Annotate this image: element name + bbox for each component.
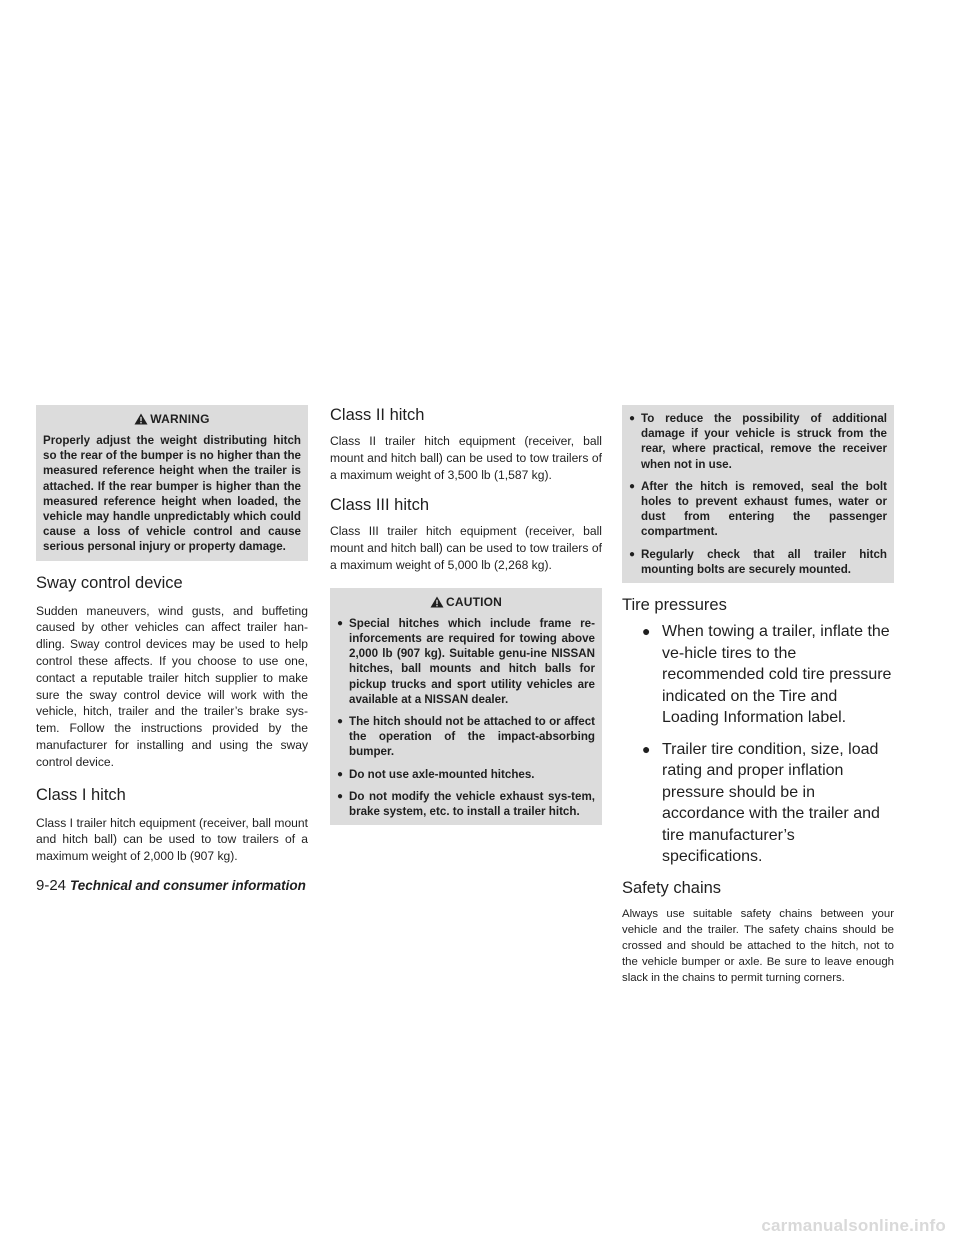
chains-heading: Safety chains [622, 878, 722, 897]
caution-item: ● The hitch should not be attached to or affect the operation of the impact-absorbing bumper. [337, 715, 595, 759]
caution-header [337, 595, 595, 609]
bullet: ● [642, 623, 651, 640]
class2-heading: Class II hitch [330, 406, 425, 424]
chains-text: Always use suitable safety chains between your vehicle and the trailer. The safety chains should be crossed and should be attached to the hitch, not to the vehicle bumper or axle. Be sure to leave enough slack in the chains to permit turning corners. [622, 907, 894, 985]
bullet: ● [629, 480, 636, 492]
bullet: ● [642, 740, 651, 757]
caution-item: ● Do not use axle-mounted hitches. [337, 767, 535, 781]
list-item: ● Trailer tire condition, size, load rating and proper inflation pressure should be in accordance with the trailer and tire manufacturer’s specifications. [642, 740, 880, 866]
bullet: ● [337, 768, 344, 780]
caution-box [330, 588, 602, 825]
column-2 [330, 405, 602, 825]
sway-text: Sudden maneuvers, wind gusts, and buffeting caused by other vehicles can affect trailer han-dling. Sway control devices may be used to help control these affects. If you choose to use one, contact a reputable trailer hitch supplier to make sure the sway control device will work with the vehicle, hitch, trailer and the trailer’s brake sys-tem. Follow the instructions provided by the manufacturer for installing and using the sway control device. [36, 603, 308, 769]
bullet: ● [337, 790, 344, 802]
page-footer [36, 877, 306, 894]
class3-text: Class III trailer hitch equipment (receiver, ball mount and hitch ball) can be used to tow trailers of a maximum weight of 5,000 lb (2,268 kg). [330, 524, 602, 572]
bullet: ● [337, 716, 344, 727]
warning-box [36, 405, 308, 561]
warning-title: WARNING [150, 412, 210, 426]
column-1 [36, 405, 308, 865]
caution-item: ● After the hitch is removed, seal the bolt holes to prevent exhaust fumes, water or dust from entering the passenger compartment. [629, 479, 887, 539]
caution-continued-box [622, 405, 894, 583]
class1-text: Class I trailer hitch equipment (receiver, ball mount and hitch ball) can be used to tow trailers of a maximum weight of 2,000 lb (907 kg). [36, 815, 308, 864]
tire-list [642, 621, 894, 868]
section-title: Technical and consumer information [70, 878, 306, 893]
class2-text: Class II trailer hitch equipment (receiver, ball mount and hitch ball) can be used to tow trailers of a maximum weight of 3,500 lb (1,587 kg). [330, 434, 602, 482]
sway-heading: Sway control device [36, 573, 183, 592]
bullet: ● [629, 413, 636, 424]
caution-item: ● Do not modify the vehicle exhaust sys-tem, brake system, etc. to install a trailer hitch. [337, 789, 595, 819]
watermark: carmanualsonline.info [761, 1216, 946, 1235]
class3-heading: Class III hitch [330, 496, 430, 515]
caution-item: ● Regularly check that all trailer hitch mounting bolts are securely mounted. [629, 547, 887, 576]
warning-triangle-icon [134, 413, 148, 425]
caution-triangle-icon [430, 596, 444, 608]
warning-text: Properly adjust the weight distributing hitch so the rear of the bumper is no higher than the measured reference height when the trailer is attached. If the rear bumper is higher than the measured reference height when loaded, the vehicle may handle unpredictably which could cause a loss of vehicle control and cause serious personal injury or property damage. [43, 434, 301, 554]
page-number: 9-24 [36, 877, 67, 894]
class1-heading: Class I hitch [36, 785, 126, 804]
caution-item: ● Special hitches which include frame re-inforcements are required for towing above 2,000 lb (907 kg). Suitable genu-ine NISSAN hitches, ball mounts and hitch balls for pickup trucks and sport utility vehicles are available at a NISSAN dealer. [337, 616, 595, 706]
column-3 [622, 405, 894, 987]
caution-item: ● To reduce the possibility of additional damage if your vehicle is struck from the rear, where practical, remove the receiver when not in use. [629, 412, 887, 471]
tire-heading: Tire pressures [622, 596, 727, 615]
list-item: ● When towing a trailer, inflate the ve-hicle tires to the recommended cold tire pressure indicated on the Tire and Loading Information label. [642, 623, 892, 727]
bullet: ● [337, 617, 344, 629]
caution-title: CAUTION [445, 594, 503, 609]
warning-header [43, 412, 301, 426]
bullet: ● [629, 548, 636, 560]
